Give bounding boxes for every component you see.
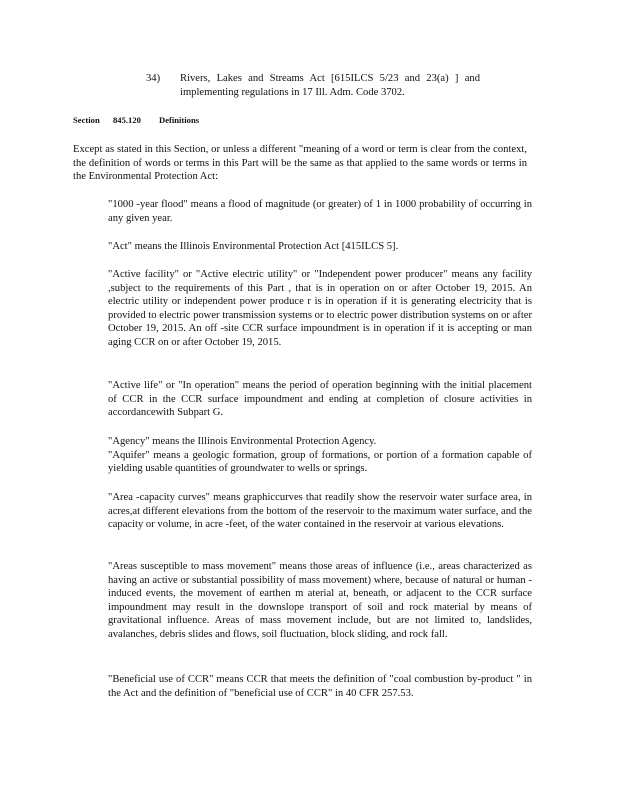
definition-areas-susceptible: "Areas susceptible to mass movement" means those areas of influence (i.e., areas characterized as having an active or substantial possibility of mass movement) where, because of natural or human -induced events, the movement of earthen m aterial at, beneath, or adjacent to the CCR surface impoundment may result in the downslope transport of soil and rock material by means of gravitational influence. Areas of mass movement include, but are not limited to, landslides, avalanches, debris slides and flows, soil fluctuation, block sliding, and rock fall. (108, 561, 532, 640)
section-label: Section (73, 115, 100, 125)
definition-act: "Act" means the Illinois Environmental Protection Act [415ILCS 5]. (108, 241, 399, 252)
definition-beneficial-use: "Beneficial use of CCR" means CCR that meets the definition of "coal combustion by-product " in the Act and the definition of "beneficial use of CCR" in 40 CFR 257.53. (108, 674, 532, 699)
section-number: 845.120 (113, 115, 141, 125)
list-item-number: 34) (146, 73, 161, 84)
list-item-text: Rivers, Lakes and Streams Act [615ILCS 5/23 and 23(a) ] and implementing regulations in 17 Ill. Adm. Code 3702. (180, 73, 480, 98)
section-title: Definitions (159, 115, 200, 125)
definition-area-capacity-curves: "Area -capacity curves" means graphiccurves that readily show the reservoir water surface area, in acres,at different elevations from the bottom of the reservoir to the maximum water surface, and the capacity or volume, in acre -feet, of the water contained in the reservoir at various elevations. (108, 492, 532, 531)
definition-aquifer: "Aquifer" means a geologic formation, group of formations, or portion of a formation capable of yielding usable quantities of groundwater to wells or springs. (108, 449, 532, 475)
definition-group-agency-aquifer (108, 435, 532, 476)
definition-active-facility: "Active facility" or "Active electric utility" or "Independent power producer" means any facility ,subject to the requirements of this Part , that is in operation on or after October 19, 2015. An electric utility or independent power produce r is in operation if it is generating electricity that is provided to electric power transmission systems or to electric power distribution systems on or after October 19, 2015. An off -site CCR surface impoundment is in operation if it is accepting or man aging CCR on or after October 19, 2015. (108, 269, 532, 348)
section-heading (73, 114, 199, 126)
definition-agency: "Agency" means the Illinois Environmental Protection Agency. (108, 436, 377, 447)
definition-active-life: "Active life" or "In operation" means the period of operation beginning with the initial placement of CCR in the CCR surface impoundment and ending at completion of closure activities in accordancewith Subpart G. (108, 380, 532, 419)
definition-1000-year-flood: "1000 -year flood" means a flood of magnitude (or greater) of 1 in 1000 probability of occurring in any given year. (108, 199, 532, 224)
intro-paragraph: Except as stated in this Section, or unless a different "meaning of a word or term is clear from the context, the definition of words or terms in this Part will be the same as that applied to the same words or terms in the Environmental Protection Act: (73, 144, 527, 183)
